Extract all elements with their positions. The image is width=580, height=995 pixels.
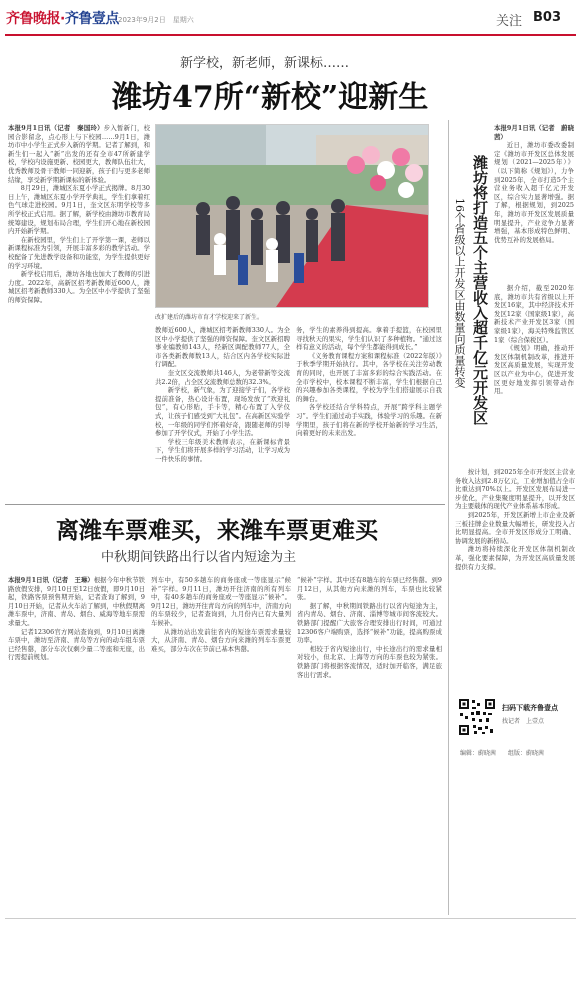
qr-download-subtitle: 找记者 上壹点	[502, 718, 545, 725]
article1-title: 潍坊47所“新校”迎新生	[112, 80, 429, 115]
editor-credits: 编辑：蔚晓茜 组版：蔚晓茜	[460, 750, 545, 757]
article2-byline: 本报9月1日讯（记者 蔚晓茜）	[494, 124, 574, 141]
photo-illustration	[156, 125, 428, 307]
column-divider	[448, 120, 449, 915]
article3-column-3	[297, 576, 442, 761]
article3-paragraph: 根据今年中秋节铁路放假安排，9月10日至12日放假，即9月10日起，铁路客票预售期开始，记者查询了解到，9月10日开始，记者从火车站了解到，中秋假期离潍车票中，济南、青岛、烟台、威海等地车票需求量大。	[8, 576, 145, 627]
article2-middle-column	[494, 284, 574, 464]
article2-paragraph: 《规划》明确，推动开发区体制机制改革，推进开发区高质量发展，实现开发区以产业为中心，促进开发区更好地发挥引领带动作用。	[494, 344, 574, 396]
section-name: 关注	[496, 14, 523, 29]
article2-paragraph: 据介绍，截至2020年底，潍坊市共有省级以上开发区16家，其中经济技术开发区12家（国家级1家），高新技术产业开发区3家（国家级1家），海关特殊监管区1家（综合保税区）。	[494, 284, 574, 344]
article2-paragraph: 到2025年，开发区新增上市企业及新三板挂牌企业数量大幅增长，研发投入占比明显提高。全市开发区形成分工明确、协调发展的新格局。	[455, 510, 575, 545]
article3-column-1	[8, 576, 145, 761]
article3-paragraph: 记者12306官方网站查询到，9月10日离潍车票中，潍坊至济南、青岛等方向的动车组车票已经售罄，部分车次仅剩少量二等座和无座，出行需提前规划。	[8, 627, 145, 662]
photo-caption: 改扩建后的潍坊市育才学校迎来了新生。	[155, 314, 264, 321]
article1-paragraph: 奎文区交流教师共146人，为老带新等交流共2.2倍，占全区交流教师总数的32.3%。	[155, 368, 290, 386]
article1-paragraph: 新学校，新气象，为了迎接学子们，各学校提前准备，热心设计布置，现场发放了“欢迎礼包”，有心形贴，手卡等，精心布置了入学仪式，让孩子们感受到“大礼包”。在高新区实验学校，一年级的同学们怀着好奇，跟随老师的引导参加了开学仪式，开始了小学生活。	[155, 386, 290, 438]
article1-right-column	[296, 326, 442, 496]
article2-title: 潍坊将打造五个主营收入超千亿元开发区	[471, 155, 489, 425]
article1-paragraph: 学校三年级美术教师表示，在新课标背景下，学生们将开展多样的学习活动，让学习成为一件快乐的事情。	[155, 437, 290, 463]
article1-paragraph: 步入暂新门，校园合影留念，点心形上与下校园……9月1日，潍坊市中小学生正式步入新的学期。记者了解到，和新生们一起入“新”出发的还有全市47所新建学校，学校内设施更新、校园更大，教师队伍壮大，优秀教师及骨干教师一同迎新，孩子们与更多老师结缘，享受新学期新课标的新体验。	[8, 124, 150, 184]
article1-paragraph: 教师近600人，潍城区招考新教师330人。为全区中小学提供了坚强的师资保障。奎文区新招聘事业编教师143人，经新区调配教师77人，全市各类新教师数13人，结合区内各学校实际进行调配。	[155, 326, 290, 369]
page-number: B03	[533, 10, 561, 25]
article1-paragraph: 8月29日，潍城区东夏小学正式揭牌。8月30日上午，潍城区东夏小学开学典礼，学生们拿着红色气球走进校园。9月1日，奎文区东明学校等多所学校正式启用。据了解，新学校由潍坊市教育局统筹建设，规划布局合理，学生们开心地在新校园内开始新学期。	[8, 184, 150, 236]
article1-paragraph: 在新校园里，学生们上了开学第一课，老师以新课程标准为引领，开展丰富多彩的教学活动。学校配备了先进教学设备和功能室，为学生提供更好的学习环境。	[8, 235, 150, 270]
article3-subtitle: 中秋期间铁路出行以省内短途为主	[101, 550, 297, 565]
logo-part2: 齐鲁壹点	[64, 11, 119, 27]
school-entrance-photo	[155, 124, 429, 308]
article1-paragraph: 务，学生的素养得到提高。拿着手提篮，在校园里寻找秋天的果实，学生们认识了多种植物。“通过这样有意义的活动，每个学生都能得到成长。”	[296, 326, 442, 352]
article3-title: 离潍车票难买，来潍车票更难买	[56, 517, 378, 544]
article3-column-2	[151, 576, 291, 761]
logo-part1: 齐鲁晚报	[6, 11, 60, 27]
article1-paragraph: 新学校启用后，潍坊各地也加大了教师的引进力度。2022年，高新区招考新教师近600人，潍城区招考新教师330人。为全区中小学提供了坚强的师资保障。	[8, 270, 150, 304]
article3-paragraph: 从潍坊站出发前往省内的短途车票需求量较大，从济南、青岛、烟台方向来潍的列车车票更难买，部分车次在节前已基本售罄。	[151, 627, 291, 653]
article3-paragraph: “候补”字样。其中还有8趟车的车票已经售罄。到9月12日，从其他方向来潍的列车，车票也比较紧张。	[297, 576, 442, 602]
qr-code-icon[interactable]	[458, 698, 496, 736]
masthead	[0, 0, 580, 40]
article1-left-column	[8, 124, 150, 496]
newspaper-logo	[6, 8, 119, 28]
qr-download-title: 扫码下载齐鲁壹点	[502, 703, 558, 712]
issue-date: 2023年9月2日 星期六	[118, 16, 194, 24]
article1-byline: 本报9月1日讯（记者 秦国玲）	[8, 124, 104, 132]
article2-upper-column	[494, 124, 574, 284]
article1-paragraph: 各学校还结合学科特点，开展“跨学科主题学习”。学生们通过动手实践，体验学习的乐趣。在新学期里，孩子们将在新的学校开始新的学习生活，向着更好的未来出发。	[296, 403, 442, 438]
article3-byline: 本报9月1日讯（记者 王琳）	[8, 576, 94, 584]
article3-paragraph: 相较于省内短途出行，中长途出行的需求量相对较小，但北京、上海等方向的车票也较为紧张。铁路部门将根据客流情况，适时加开临客，满足旅客出行需求。	[297, 644, 442, 679]
section-divider	[5, 504, 445, 505]
article2-paragraph: 按计划，到2025年全市开发区主营业务收入达到2.8万亿元，工业增加值占全市比重达到70%以上。开发区发展布局进一步优化，产业集聚度明显提升，以开发区为主要载体的现代产业体系基本形成。	[455, 468, 575, 511]
header-rule	[5, 34, 576, 36]
article2-paragraph: 近日，潍坊市委改委制定《潍坊市开发区总体发展规划（2021—2025年）》（以下简称《规划》），力争到2025年，全市打造5个主营业务收入超千亿元开发区，综合实力显著增强。据了解，根据规划，到2025年，潍坊市开发区发展质量明显提升，产业竞争力显著增强，基本形成特色鲜明、优势互补的发展格局。	[494, 141, 574, 244]
article1-paragraph: 《义务教育课程方案和课程标准（2022年版）》于秋季学期开始执行。其中，各学校在关注劳动教育的同时，也开展了丰富多彩的综合实践活动。在全市学校中，校本课程不断丰富，学生们根据自己的兴趣参加各类课程，学校为学生们搭建展示自我的舞台。	[296, 351, 442, 403]
page-bottom-rule	[5, 918, 576, 919]
article2-lower-column	[455, 468, 575, 693]
article2-paragraph: 潍坊将持续深化开发区体制机制改革，强化要素保障，为开发区高质量发展提供有力支撑。	[455, 545, 575, 571]
article3-paragraph: 列车中，有50多趟车的商务座或一等座显示“候补”字样。9月11日，潍坊开往济南的所有列车中，有40多趟车的商务座或一等座显示“候补”。9月12日，潍坊开往青岛方向的列车中，济南方向的车票较少，记者查询到，九月份内已有大量列车候补。	[151, 576, 291, 627]
article3-paragraph: 据了解，中秋期间铁路出行以省内短途为主，省内青岛、烟台、济南、淄博等城市间客流较大。铁路部门提醒广大旅客合理安排出行时间，可通过12306客户端购票，选择“候补”功能，提高购票成功率。	[297, 601, 442, 645]
article1-kicker: 新学校，新老师，新课标……	[180, 56, 350, 71]
logo-separator: ·	[60, 11, 65, 27]
article1-middle-column	[155, 326, 290, 496]
article2-subtitle: 16个省级以上开发区由数量向质量转变	[453, 198, 466, 388]
